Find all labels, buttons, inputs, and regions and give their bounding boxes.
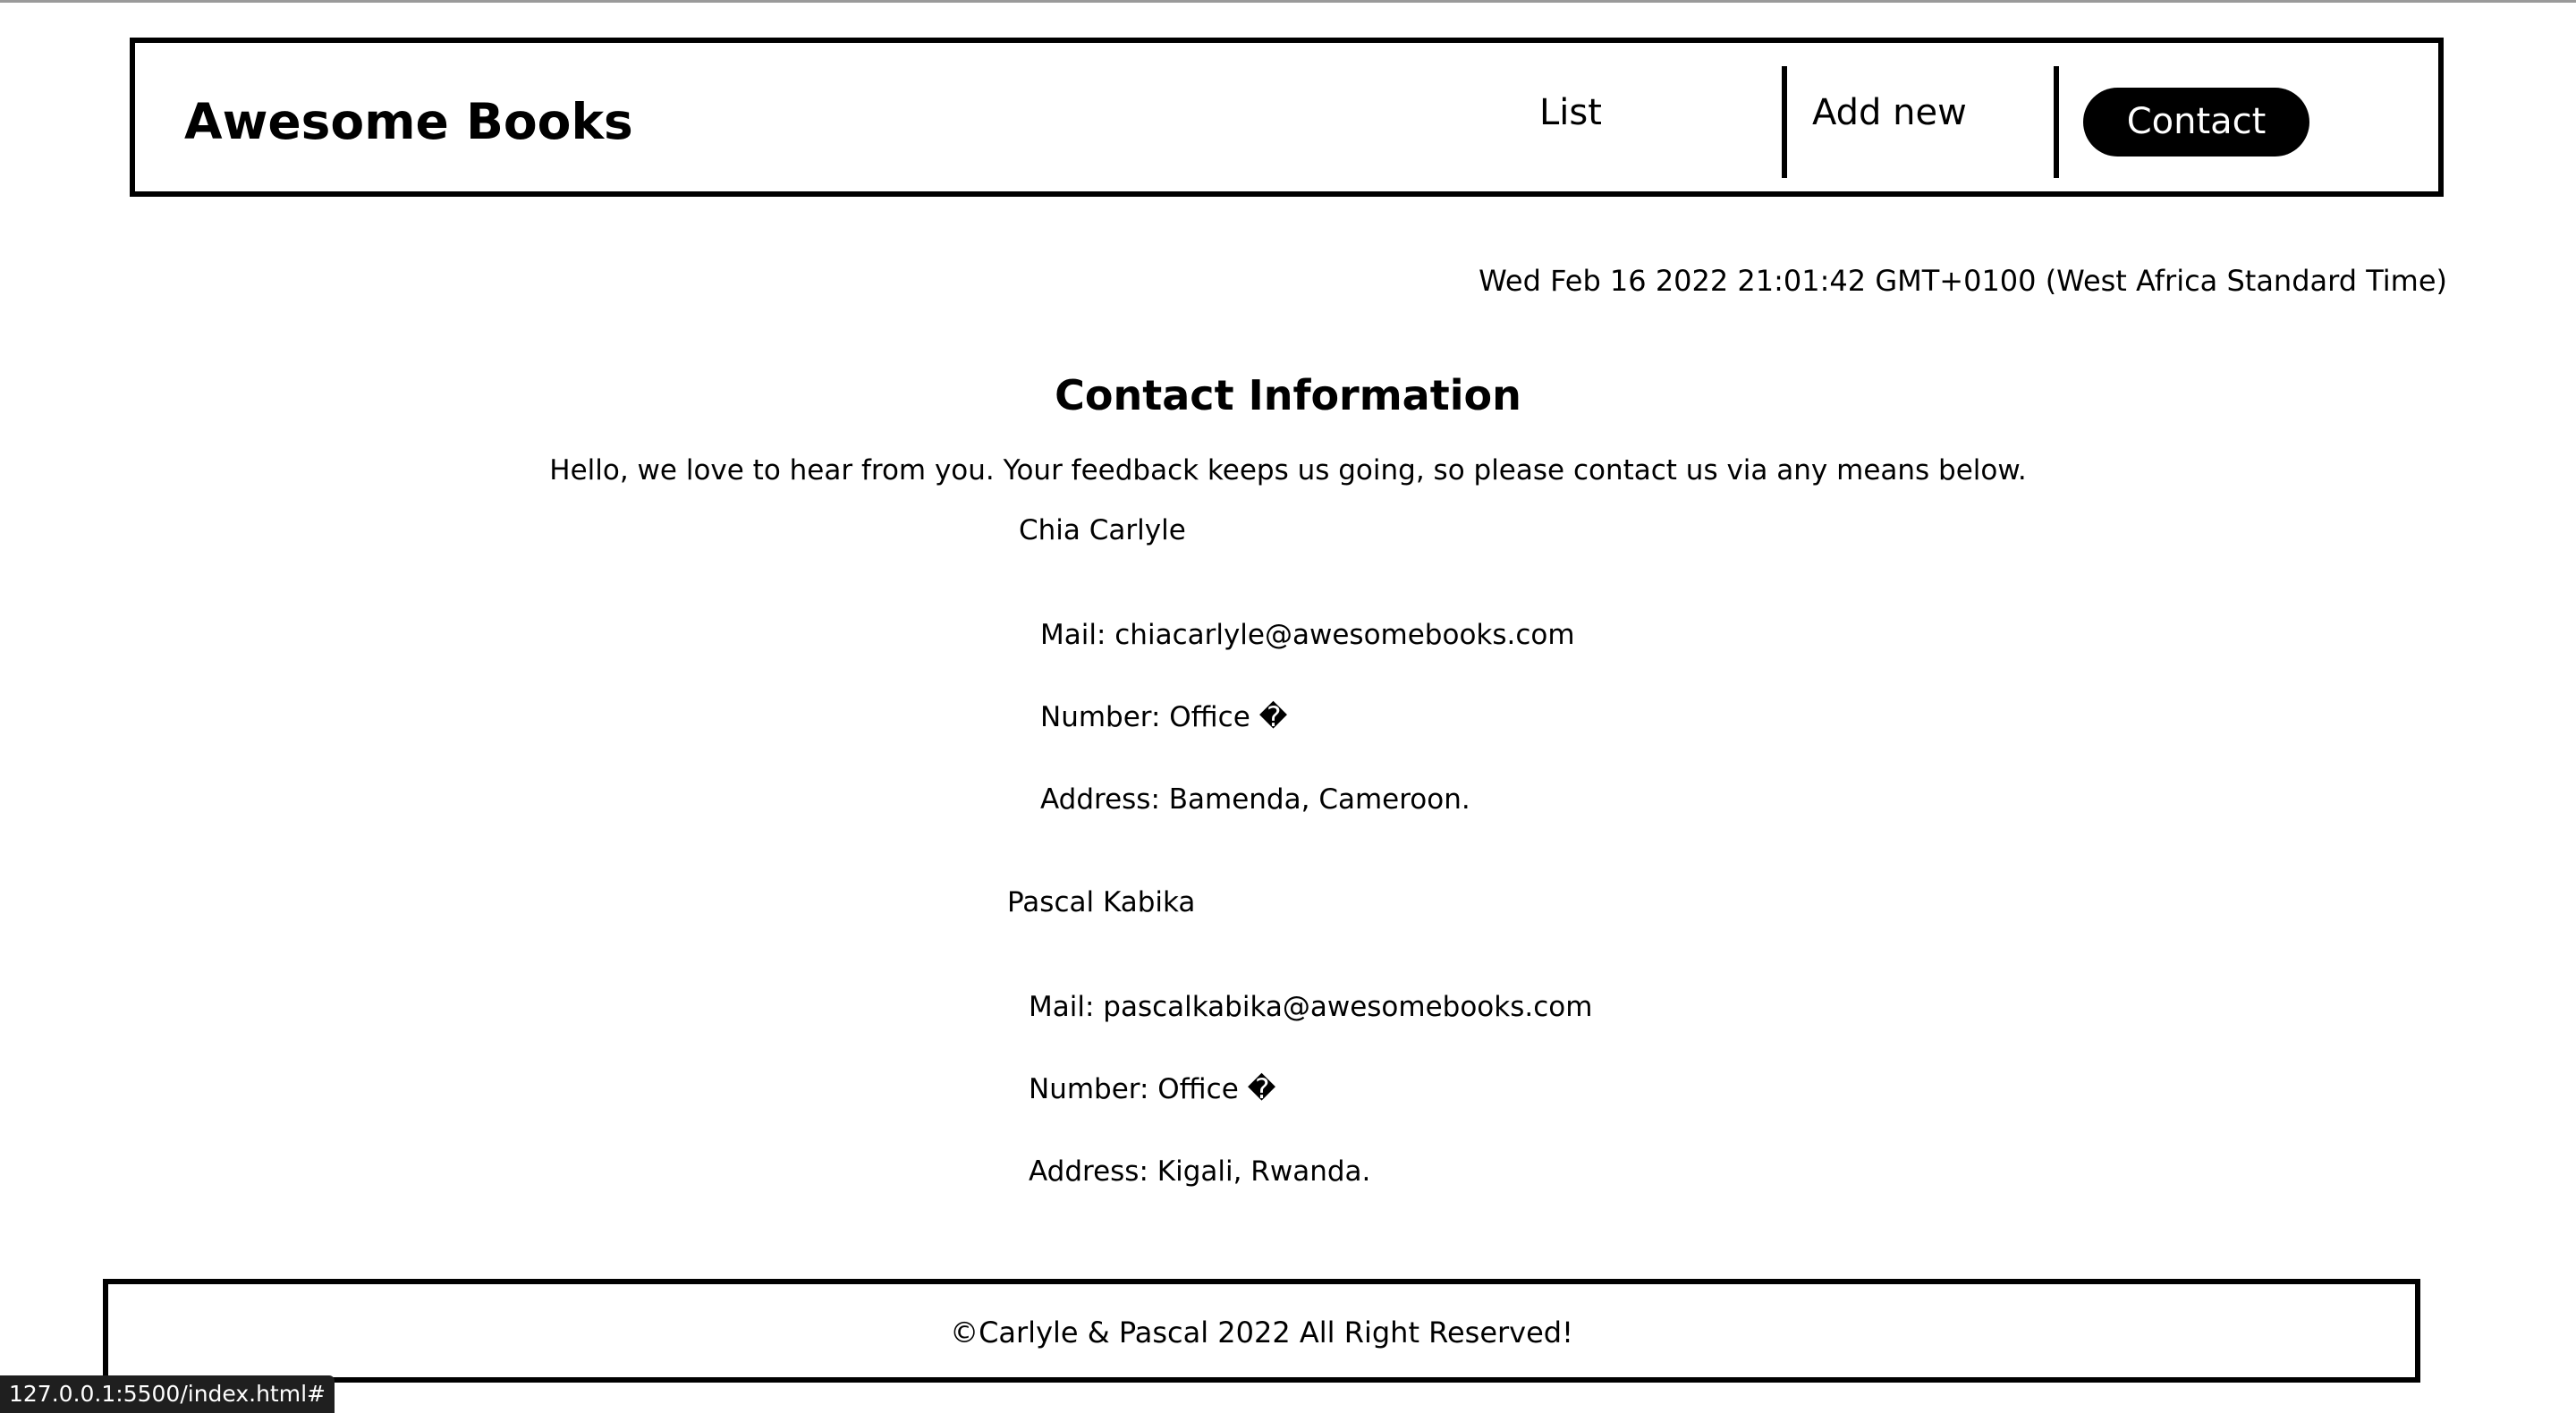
contact-number: Number: Office � [1029,1073,1276,1105]
nav-divider [1782,66,1787,178]
site-header [130,38,2444,197]
current-datetime: Wed Feb 16 2022 21:01:42 GMT+0100 (West Africa Standard Time) [1479,264,2447,298]
contact-person-name: Pascal Kabika [1007,886,1196,918]
brand-logo-text: Awesome Books [184,93,633,150]
footer-copyright: ©Carlyle & Pascal 2022 All Right Reserved! [950,1316,1573,1350]
contact-person-name: Chia Carlyle [1019,514,1186,546]
nav-divider [2054,66,2059,178]
nav-list-link[interactable]: List [1539,92,1602,133]
contact-mail: Mail: chiacarlyle@awesomebooks.com [1040,619,1575,651]
nav-contact-link[interactable]: Contact [2083,88,2309,157]
contact-mail: Mail: pascalkabika@awesomebooks.com [1029,991,1593,1023]
contact-title: Contact Information [1055,371,1521,419]
contact-intro: Hello, we love to hear from you. Your feedback keeps us going, so please contact us via any means below. [549,454,2027,487]
nav-add-new-link[interactable]: Add new [1812,92,1967,133]
contact-address: Address: Bamenda, Cameroon. [1040,783,1470,816]
contact-number: Number: Office � [1040,701,1288,733]
contact-address: Address: Kigali, Rwanda. [1029,1155,1371,1188]
site-footer [103,1279,2420,1383]
top-divider [0,0,2576,3]
status-bar-url: 127.0.0.1:5500/index.html# [0,1375,335,1413]
